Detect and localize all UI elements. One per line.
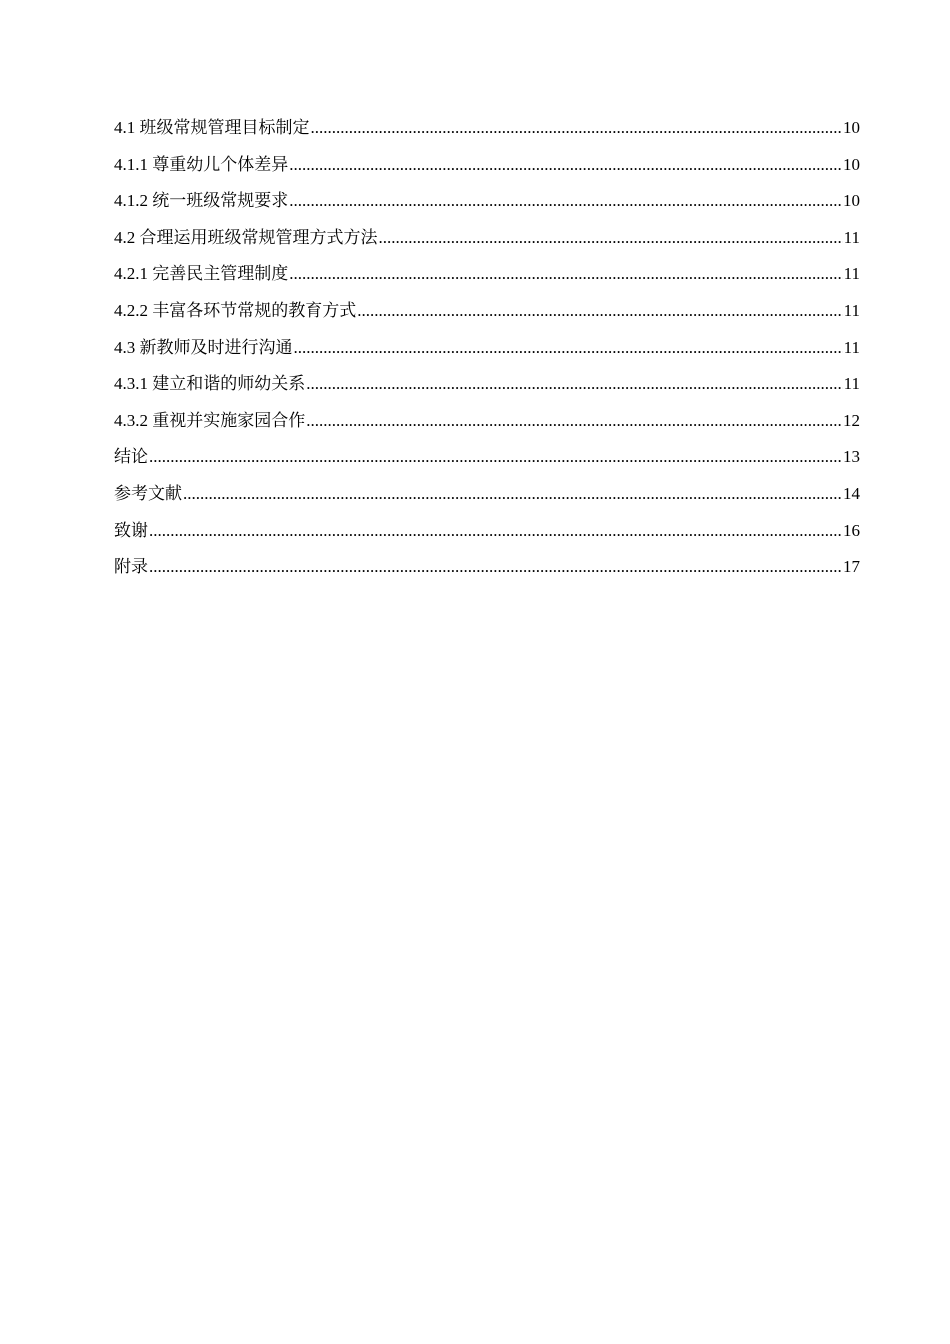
toc-entry-page: 11 <box>843 264 860 284</box>
toc-entry-page: 17 <box>843 557 860 577</box>
toc-entry-title: 4.1 班级常规管理目标制定 <box>114 118 310 137</box>
toc-entry[interactable] <box>114 293 860 330</box>
toc-entry[interactable] <box>114 439 860 476</box>
toc-entry-page: 11 <box>843 374 860 394</box>
toc-entry[interactable] <box>114 513 860 550</box>
toc-entry[interactable] <box>114 183 860 220</box>
toc-entry-title: 结论 <box>114 447 148 467</box>
toc-entry-page: 11 <box>843 300 860 320</box>
toc-entry[interactable] <box>114 147 860 184</box>
toc-entry-page: 11 <box>843 337 860 357</box>
toc-entry-title: 4.3 新教师及时进行沟通 <box>114 337 293 357</box>
toc-entry-title: 4.3.2 重视并实施家园合作 <box>114 410 306 430</box>
toc-dot-leader <box>306 403 842 440</box>
toc-dot-leader <box>311 110 843 147</box>
toc-entry-page: 13 <box>843 447 860 467</box>
toc-entry-title: 4.3.1 建立和谐的师幼关系 <box>114 374 306 394</box>
toc-entry[interactable] <box>114 256 860 293</box>
toc-entry[interactable] <box>114 220 860 257</box>
toc-entry-title: 4.1.1 尊重幼儿个体差异 <box>114 154 289 174</box>
toc-entry-title: 4.2.1 完善民主管理制度 <box>114 264 289 284</box>
toc-entry-title: 致谢 <box>114 520 148 540</box>
toc-dot-leader <box>289 256 842 293</box>
toc-entry-page: 14 <box>843 483 860 503</box>
toc-dot-leader <box>306 366 842 403</box>
toc-entry-page: 10 <box>843 154 860 174</box>
toc-entry[interactable] <box>114 366 860 403</box>
table-of-contents <box>114 110 860 586</box>
toc-entry-title: 参考文献 <box>114 483 182 503</box>
toc-dot-leader <box>289 183 842 220</box>
toc-entry-page: 10 <box>843 191 860 211</box>
toc-dot-leader <box>357 293 842 330</box>
toc-dot-leader <box>183 476 842 513</box>
toc-entry-page: 11 <box>843 227 860 247</box>
toc-dot-leader <box>379 220 843 257</box>
toc-entry-page: 12 <box>843 410 860 430</box>
toc-entry-title: 4.2.2 丰富各环节常规的教育方式 <box>114 300 357 320</box>
toc-entry-title: 附录 <box>114 557 148 577</box>
toc-entry-title: 4.1.2 统一班级常规要求 <box>114 191 289 211</box>
toc-dot-leader <box>294 330 843 367</box>
toc-entry-title: 4.2 合理运用班级常规管理方式方法 <box>114 227 378 247</box>
toc-dot-leader <box>149 439 842 476</box>
toc-entry-page: 10 <box>843 118 860 137</box>
toc-entry[interactable] <box>114 476 860 513</box>
toc-dot-leader <box>289 147 842 184</box>
toc-entry[interactable] <box>114 110 860 147</box>
toc-entry[interactable] <box>114 330 860 367</box>
toc-entry-page: 16 <box>843 520 860 540</box>
toc-entry[interactable] <box>114 403 860 440</box>
toc-dot-leader <box>149 549 842 586</box>
toc-entry[interactable] <box>114 549 860 586</box>
toc-dot-leader <box>149 513 842 550</box>
